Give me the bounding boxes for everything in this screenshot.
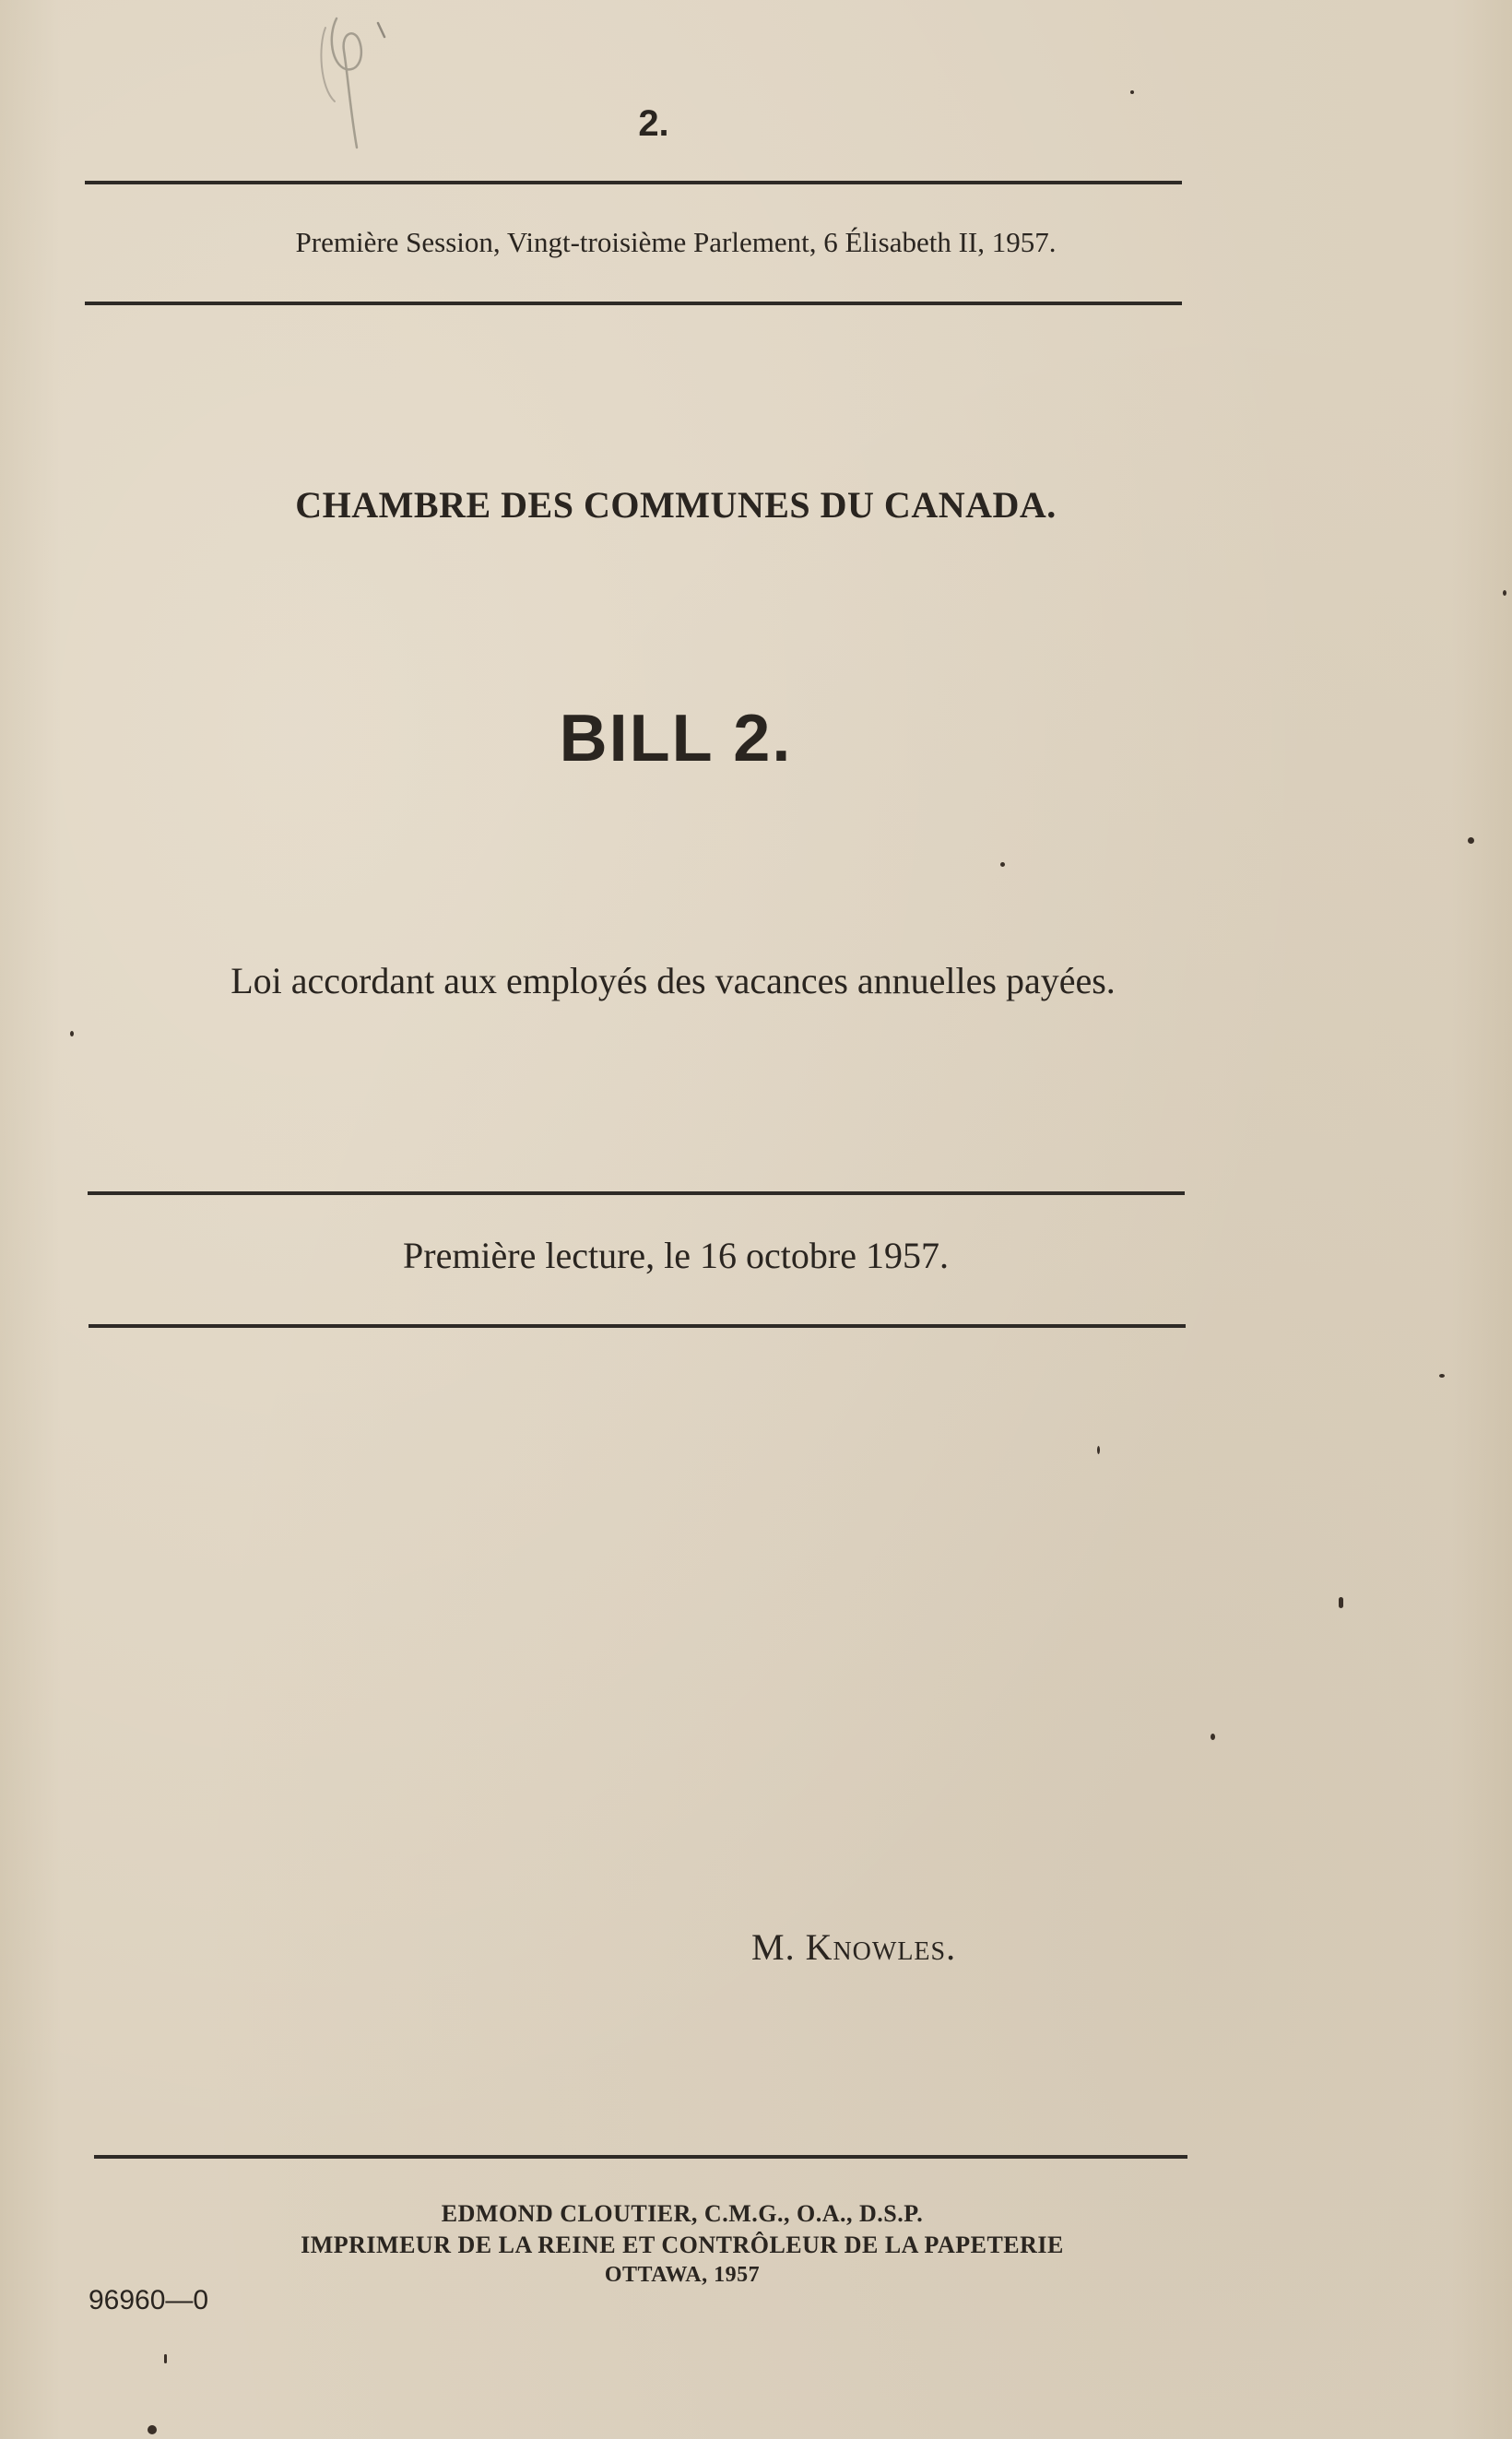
bill-title: BILL 2. bbox=[559, 702, 793, 776]
reading-top-rule bbox=[88, 1191, 1185, 1195]
first-reading-line: Première lecture, le 16 octobre 1957. bbox=[403, 1235, 949, 1276]
reading-bottom-rule bbox=[89, 1324, 1186, 1328]
printer-line-3: OTTAWA, 1957 bbox=[604, 2263, 761, 2287]
page-number: 2. bbox=[638, 103, 669, 144]
paper-speck bbox=[1503, 590, 1506, 596]
paper-speck bbox=[1097, 1446, 1100, 1454]
paper-speck bbox=[1468, 837, 1474, 844]
paper-speck bbox=[1211, 1734, 1215, 1740]
print-code: 96960—0 bbox=[89, 2285, 209, 2315]
session-line: Première Session, Vingt-troisième Parlement, 6 Élisabeth II, 1957. bbox=[295, 226, 1057, 258]
paper-speck bbox=[1339, 1597, 1343, 1608]
paper-speck bbox=[1000, 862, 1005, 867]
paper-speck bbox=[148, 2425, 157, 2434]
paper-speck bbox=[70, 1031, 74, 1036]
printer-rule bbox=[94, 2155, 1187, 2159]
paper-speck bbox=[164, 2354, 167, 2363]
house-title: CHAMBRE DES COMMUNES DU CANADA. bbox=[295, 484, 1057, 526]
printer-line-2: IMPRIMEUR DE LA REINE ET CONTRÔLEUR DE LA PAPETERIE bbox=[301, 2232, 1064, 2258]
top-rule bbox=[85, 181, 1182, 184]
paper-speck bbox=[1130, 90, 1134, 94]
printer-line-1: EDMOND CLOUTIER, C.M.G., O.A., D.S.P. bbox=[441, 2200, 924, 2227]
session-rule bbox=[85, 302, 1182, 305]
paper-speck bbox=[1439, 1374, 1445, 1378]
sponsor-name: M. Knowles. bbox=[751, 1926, 957, 1968]
bill-description: Loi accordant aux employés des vacances annuelles payées. bbox=[230, 960, 1116, 1001]
